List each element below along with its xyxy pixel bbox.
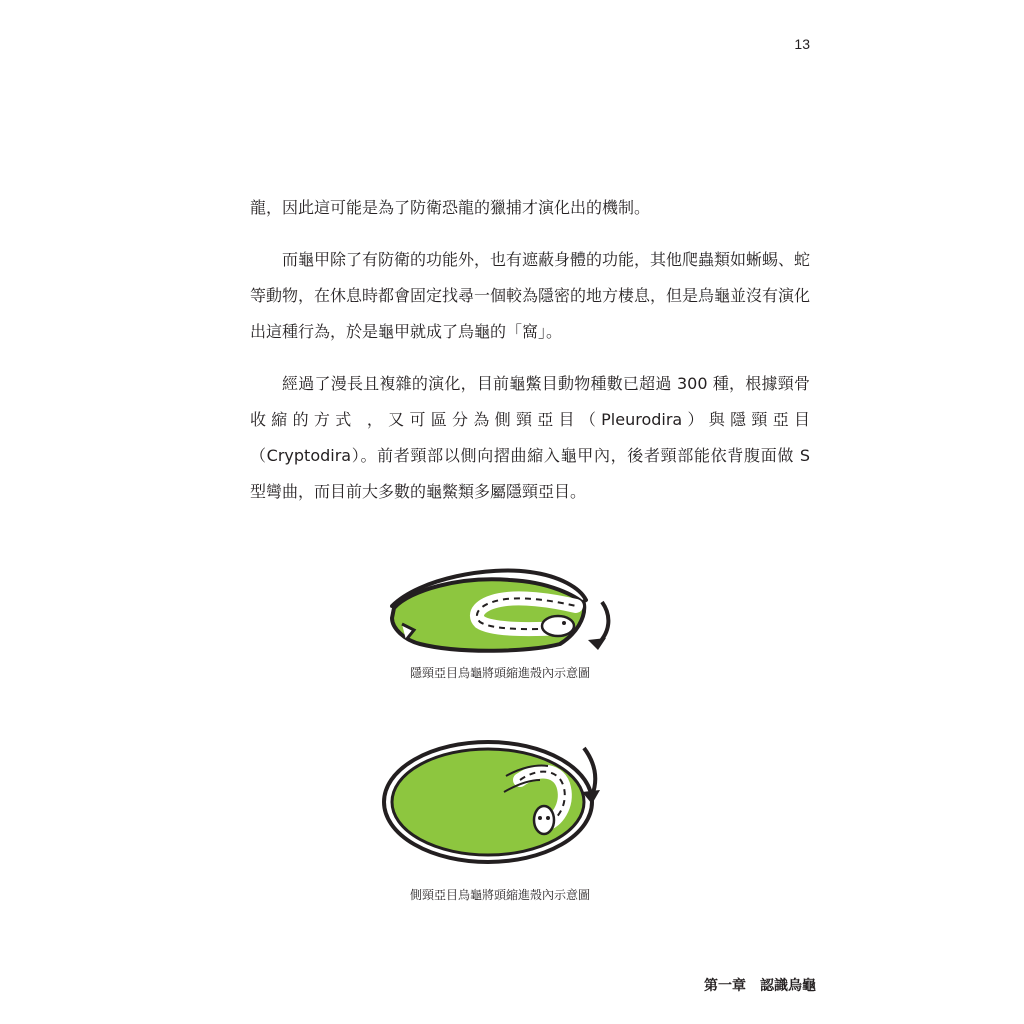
pleurodira-caption: 側頸亞目烏龜將頭縮進殼內示意圖 [409,888,590,902]
paragraph-3: 經過了漫長且複雜的演化，目前龜鱉目動物種數已超過 300 種，根據頸骨收縮的方式 ，又可區分為側頸亞目（Pleurodira）與隱頸亞目（Cryptodira）。前者頸部以側向摺曲縮入龜甲內，後者頸部能依背腹面做 S 型彎曲，而目前大多數的龜鱉類多屬隱頸亞目。 [250,374,816,501]
cryptodira-caption: 隱頸亞目烏龜將頭縮進殼內示意圖 [409,666,590,680]
cryptodira-turtle-shell-illustration [380,560,620,660]
paragraph-1: 龍，因此這可能是為了防衛恐龍的獵捕才演化出的機制。 [250,198,651,217]
cryptodira-figure [380,560,620,660]
body-text [250,190,816,526]
pleurodira-turtle-shell-illustration [380,736,620,866]
chapter-footer: 第一章 認識烏龜 [704,978,816,994]
paragraph-2: 而龜甲除了有防衛的功能外，也有遮蔽身體的功能，其他爬蟲類如蜥蜴、蛇等動物，在休息時都會固定找尋一個較為隱密的地方棲息，但是烏龜並沒有演化出這種行為，於是龜甲就成了烏龜的「窩」。 [250,250,811,341]
pleurodira-figure [380,736,620,866]
page-number: 13 [794,36,810,52]
